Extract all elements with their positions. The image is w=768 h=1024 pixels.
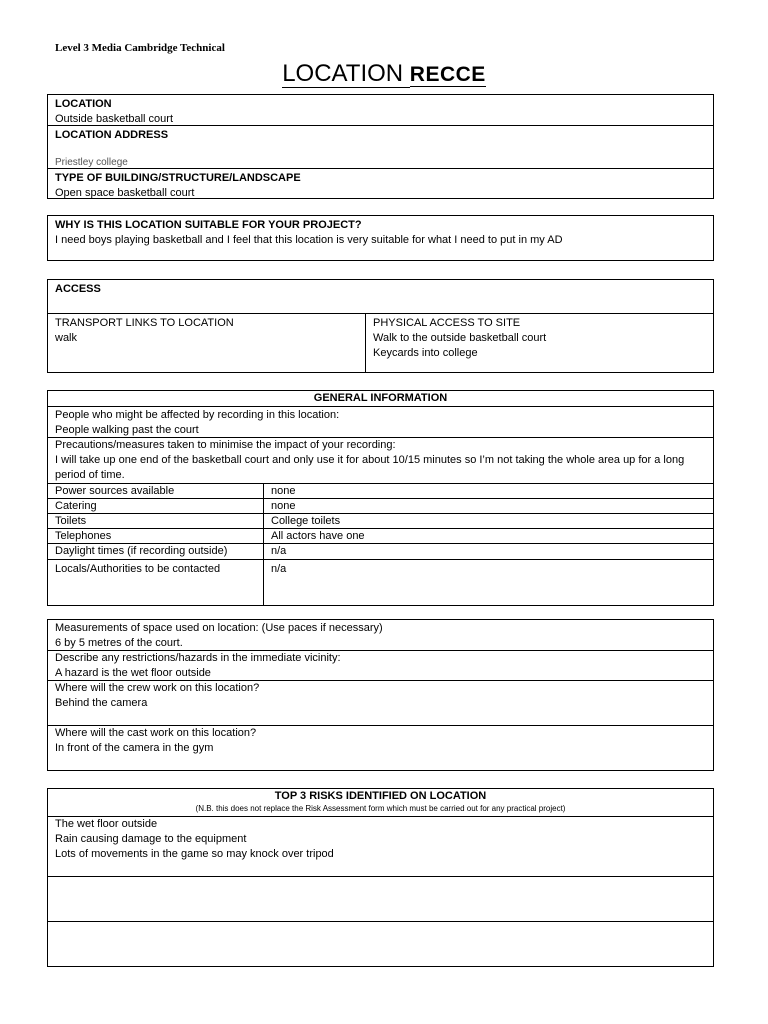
info-row xyxy=(48,560,713,605)
title-part-location: LOCATION xyxy=(282,60,410,87)
precautions-answer[interactable]: I will take up one end of the basketball court and only use it for about 10/15 minutes so I’m not taking the whole area up for a long period of time. xyxy=(55,454,685,481)
building-type-value[interactable]: Open space basketball court xyxy=(55,187,195,199)
hazards-row xyxy=(48,651,713,681)
risks-empty-row[interactable] xyxy=(48,922,713,966)
location-label: LOCATION xyxy=(55,98,112,110)
info-label: Locals/Authorities to be contacted xyxy=(48,560,264,605)
info-label: Toilets xyxy=(48,514,264,528)
info-value[interactable]: n/a xyxy=(271,545,287,557)
info-value[interactable]: All actors have one xyxy=(271,530,365,542)
risks-heading: TOP 3 RISKS IDENTIFIED ON LOCATION xyxy=(274,790,487,802)
risks-note: (N.B. this does not replace the Risk Assessment form which must be carried out for any practical project) xyxy=(195,804,566,813)
cast-row xyxy=(48,726,713,770)
building-type-label: TYPE OF BUILDING/STRUCTURE/LANDSCAPE xyxy=(55,172,301,184)
access-header-row xyxy=(48,280,713,314)
info-label: Catering xyxy=(48,499,264,513)
building-type-row xyxy=(48,169,713,198)
transport-value[interactable]: walk xyxy=(55,332,78,344)
space-row xyxy=(48,620,713,651)
suitability-section xyxy=(47,215,714,261)
risks-header-row xyxy=(48,789,713,817)
measurements-section xyxy=(47,619,714,771)
crew-answer[interactable]: Behind the camera xyxy=(55,697,148,709)
transport-label: TRANSPORT LINKS TO LOCATION xyxy=(55,317,234,329)
access-label: ACCESS xyxy=(55,283,101,295)
affected-question: People who might be affected by recording in this location: xyxy=(55,409,340,421)
info-value[interactable]: none xyxy=(271,485,296,497)
risks-section xyxy=(47,788,714,967)
info-label: Telephones xyxy=(48,529,264,543)
cast-answer[interactable]: In front of the camera in the gym xyxy=(55,742,214,754)
location-address-label: LOCATION ADDRESS xyxy=(55,129,169,141)
general-info-section xyxy=(47,390,714,606)
info-value[interactable]: College toilets xyxy=(271,515,341,527)
physical-access-cell xyxy=(366,314,713,372)
space-answer[interactable]: 6 by 5 metres of the court. xyxy=(55,637,183,649)
title-part-recce: RECCE xyxy=(409,63,486,86)
location-address-row xyxy=(48,126,713,169)
affected-answer[interactable]: People walking past the court xyxy=(55,424,199,436)
precautions-row xyxy=(48,438,713,484)
transport-cell xyxy=(48,314,366,372)
risks-empty-row[interactable] xyxy=(48,877,713,922)
info-row xyxy=(48,499,713,514)
hazards-answer[interactable]: A hazard is the wet floor outside xyxy=(55,667,211,679)
affected-row xyxy=(48,407,713,438)
risk-item[interactable]: Lots of movements in the game so may knock over tripod xyxy=(55,848,334,860)
info-label: Power sources available xyxy=(48,484,264,498)
access-details-row xyxy=(48,314,713,372)
space-question: Measurements of space used on location: (Use paces if necessary) xyxy=(55,622,383,634)
info-value[interactable]: none xyxy=(271,500,296,512)
info-row xyxy=(48,514,713,529)
info-row xyxy=(48,484,713,499)
risk-item[interactable]: The wet floor outside xyxy=(55,818,158,830)
location-section xyxy=(47,94,714,199)
physical-access-label: PHYSICAL ACCESS TO SITE xyxy=(373,317,521,329)
risks-list-row xyxy=(48,817,713,877)
physical-access-line1[interactable]: Walk to the outside basketball court xyxy=(373,332,547,344)
info-value[interactable]: n/a xyxy=(271,563,287,575)
course-header: Level 3 Media Cambridge Technical xyxy=(55,42,225,54)
crew-question: Where will the crew work on this location? xyxy=(55,682,260,694)
info-label: Daylight times (if recording outside) xyxy=(48,544,264,559)
general-info-heading: GENERAL INFORMATION xyxy=(48,391,713,407)
location-row xyxy=(48,95,713,126)
suitability-value[interactable]: I need boys playing basketball and I feel that this location is very suitable for what I need to put in my AD xyxy=(55,234,563,246)
hazards-question: Describe any restrictions/hazards in the immediate vicinity: xyxy=(55,652,341,664)
location-address-value[interactable]: Priestley college xyxy=(55,157,128,168)
risk-item[interactable]: Rain causing damage to the equipment xyxy=(55,833,247,845)
cast-question: Where will the cast work on this location? xyxy=(55,727,257,739)
suitability-label: WHY IS THIS LOCATION SUITABLE FOR YOUR PROJECT? xyxy=(55,219,362,231)
info-row xyxy=(48,529,713,544)
physical-access-line2[interactable]: Keycards into college xyxy=(373,347,478,359)
access-section xyxy=(47,279,714,373)
page-title xyxy=(0,60,768,88)
suitability-row xyxy=(48,216,713,250)
precautions-question: Precautions/measures taken to minimise the impact of your recording: xyxy=(55,439,396,451)
location-value[interactable]: Outside basketball court xyxy=(55,113,174,125)
info-row xyxy=(48,544,713,560)
crew-row xyxy=(48,681,713,726)
